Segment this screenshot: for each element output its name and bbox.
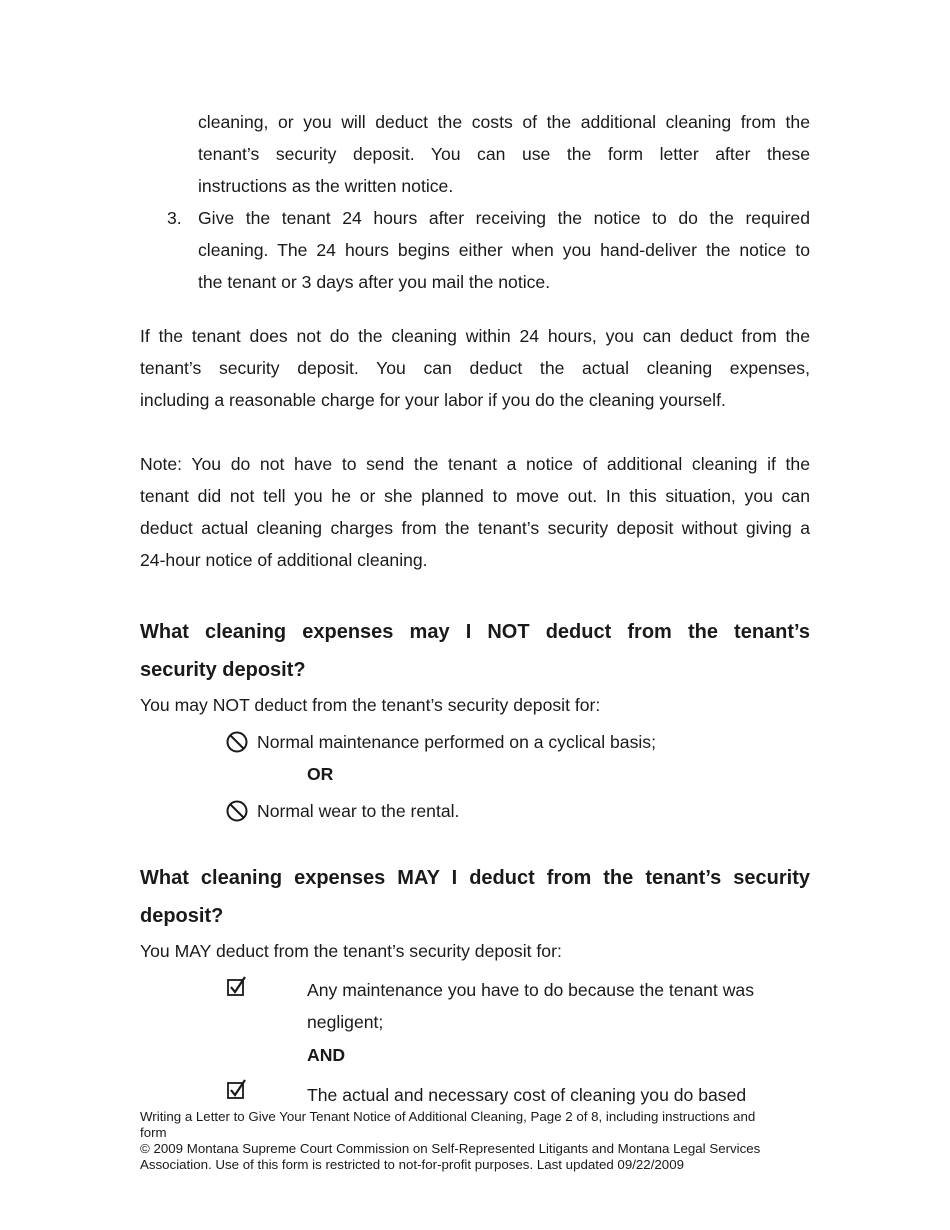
text-line: negligent; bbox=[307, 1012, 384, 1032]
connector-or: OR bbox=[307, 764, 334, 784]
text-line: instructions as the written notice. bbox=[198, 176, 454, 196]
note-paragraph bbox=[140, 448, 810, 576]
footer-line: form bbox=[140, 1125, 167, 1140]
section-heading-not-deduct bbox=[140, 614, 810, 689]
step-3 bbox=[198, 202, 810, 298]
text-line: tenant did not tell you he or she planned to move out. In this situation, you can bbox=[140, 486, 810, 506]
text-line: including a reasonable charge for your labor if you do the cleaning yourself. bbox=[140, 390, 726, 410]
page-footer bbox=[140, 1109, 810, 1173]
text-line: Give the tenant 24 hours after receiving the notice to do the required bbox=[198, 208, 810, 228]
connector-and: AND bbox=[307, 1045, 346, 1065]
step-2-continued bbox=[198, 106, 810, 202]
deduct-paragraph bbox=[140, 320, 810, 416]
section-intro: You MAY deduct from the tenant’s security deposit for: bbox=[140, 941, 562, 961]
heading-line: security deposit? bbox=[140, 658, 306, 681]
may-deduct-item bbox=[307, 974, 810, 1038]
prohibited-icon bbox=[226, 800, 248, 822]
text-line: cleaning, or you will deduct the costs of the additional cleaning from the bbox=[198, 112, 810, 132]
text-line: tenant’s security deposit. You can deduct the actual cleaning expenses, bbox=[140, 358, 810, 378]
section-heading-may-deduct bbox=[140, 860, 810, 935]
may-deduct-item: The actual and necessary cost of cleaning you do based bbox=[307, 1085, 747, 1105]
step-3-number: 3. bbox=[167, 208, 182, 228]
footer-line: Writing a Letter to Give Your Tenant Notice of Additional Cleaning, Page 2 of 8, including instructions and bbox=[140, 1109, 756, 1124]
text-line: Note: You do not have to send the tenant a notice of additional cleaning if the bbox=[140, 454, 810, 474]
text-line: tenant’s security deposit. You can use the form letter after these bbox=[198, 144, 810, 164]
heading-line: deposit? bbox=[140, 904, 224, 927]
text-line: cleaning. The 24 hours begins either when you hand-deliver the notice to bbox=[198, 240, 810, 260]
text-line: Any maintenance you have to do because the tenant was bbox=[307, 980, 754, 1000]
text-line: the tenant or 3 days after you mail the notice. bbox=[198, 272, 551, 292]
footer-line: Association. Use of this form is restricted to not-for-profit purposes. Last updated 09/22/2009 bbox=[140, 1157, 684, 1172]
prohibited-icon bbox=[226, 731, 248, 753]
text-line: If the tenant does not do the cleaning within 24 hours, you can deduct from the bbox=[140, 326, 810, 346]
section-intro: You may NOT deduct from the tenant’s security deposit for: bbox=[140, 695, 601, 715]
not-deduct-item: Normal wear to the rental. bbox=[257, 801, 460, 821]
heading-line: What cleaning expenses may I NOT deduct from the tenant’s bbox=[140, 621, 810, 643]
text-line: deduct actual cleaning charges from the tenant’s security deposit without giving a bbox=[140, 518, 810, 538]
checked-box-icon bbox=[226, 976, 248, 998]
text-line: 24-hour notice of additional cleaning. bbox=[140, 550, 428, 570]
checked-box-icon bbox=[226, 1079, 248, 1101]
heading-line: What cleaning expenses MAY I deduct from the tenant’s security bbox=[140, 867, 810, 889]
footer-line: © 2009 Montana Supreme Court Commission on Self-Represented Litigants and Montana Legal Services bbox=[140, 1141, 761, 1156]
not-deduct-item: Normal maintenance performed on a cyclical basis; bbox=[257, 732, 656, 752]
